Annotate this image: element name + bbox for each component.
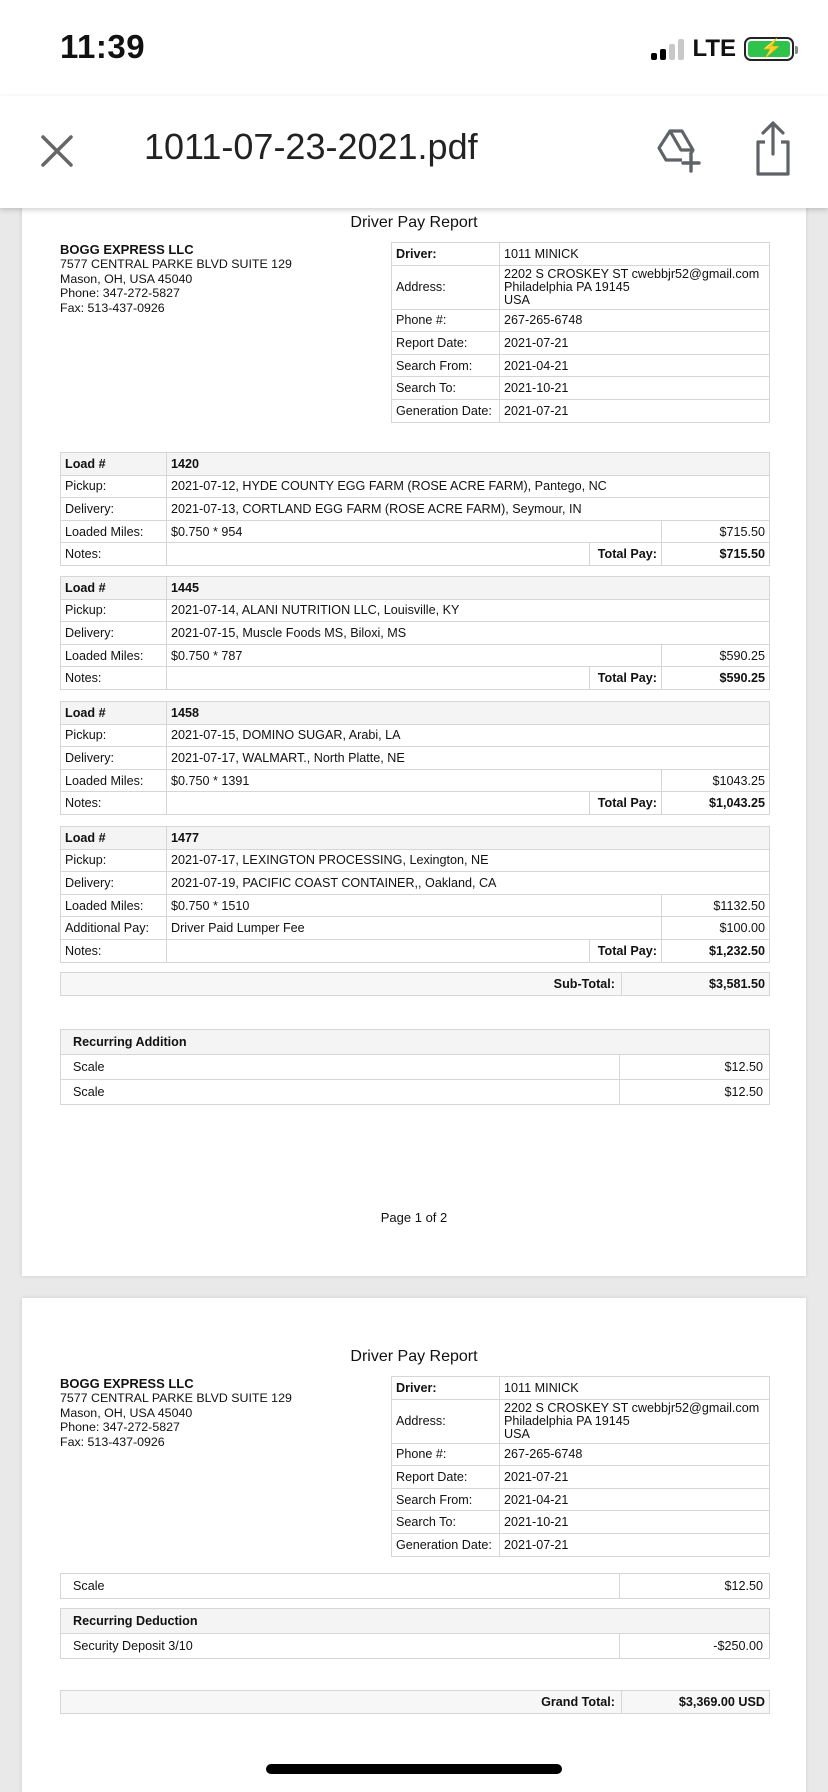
additional-pay-label: Additional Pay:	[61, 917, 167, 940]
company-phone: Phone: 347-272-5827	[60, 1420, 180, 1435]
pickup-value: 2021-07-14, ALANI NUTRITION LLC, Louisville, KY	[167, 599, 770, 622]
pickup-value: 2021-07-17, LEXINGTON PROCESSING, Lexington, NE	[167, 849, 770, 872]
search-from: 2021-04-21	[500, 354, 770, 377]
total-pay-value: $715.50	[662, 543, 770, 566]
company-city: Mason, OH, USA 45040	[60, 1405, 193, 1420]
recurring-addition-amount: $12.50	[620, 1055, 770, 1080]
driver-address: 2202 S CROSKEY ST cwebbjr52@gmail.com Philadelphia PA 19145 USA	[500, 1399, 770, 1443]
recurring-addition-title: Recurring Addition	[61, 1030, 770, 1055]
page-number: Page 1 of 2	[380, 1210, 448, 1225]
loaded-miles-label: Loaded Miles:	[61, 520, 167, 543]
company-street: 7577 CENTRAL PARKE BLVD SUITE 129	[60, 1391, 292, 1406]
recurring-deduction-table	[60, 1608, 770, 1659]
pdf-page-1	[22, 200, 806, 1276]
driver-info-table	[391, 1376, 770, 1557]
recurring-addition-amount: $12.50	[620, 1574, 770, 1599]
delivery-label: Delivery:	[61, 622, 167, 645]
search-from-label: Search From:	[392, 1488, 500, 1511]
load-number: 1445	[167, 577, 770, 600]
search-to-label: Search To:	[392, 377, 500, 400]
driver-info-table	[391, 242, 770, 423]
pickup-label: Pickup:	[61, 849, 167, 872]
home-indicator[interactable]	[266, 1764, 562, 1774]
loaded-miles-value: $0.750 * 787	[167, 644, 662, 667]
pickup-label: Pickup:	[61, 599, 167, 622]
recurring-addition-continued-table	[60, 1573, 770, 1599]
share-button[interactable]	[748, 118, 798, 178]
pickup-label: Pickup:	[61, 724, 167, 747]
load-table	[60, 701, 770, 815]
notes-value	[167, 543, 590, 566]
delivery-label: Delivery:	[61, 747, 167, 770]
pickup-label: Pickup:	[61, 475, 167, 498]
search-from-label: Search From:	[392, 354, 500, 377]
load-table	[60, 452, 770, 566]
status-bar	[0, 0, 828, 96]
loaded-miles-amount: $590.25	[662, 644, 770, 667]
loaded-miles-amount: $715.50	[662, 520, 770, 543]
notes-label: Notes:	[61, 792, 167, 815]
report-title: Driver Pay Report	[350, 1348, 478, 1365]
company-name: BOGG EXPRESS LLC	[60, 242, 194, 257]
notes-label: Notes:	[61, 939, 167, 962]
cellular-signal-icon	[651, 38, 684, 60]
notes-value	[167, 667, 590, 690]
pdf-viewer-toolbar	[0, 96, 828, 208]
notes-label: Notes:	[61, 543, 167, 566]
total-pay-label: Total Pay:	[590, 667, 662, 690]
total-pay-value: $1,232.50	[662, 939, 770, 962]
status-time: 11:39	[60, 28, 146, 65]
grand-total-label: Grand Total:	[61, 1691, 622, 1714]
close-icon	[36, 130, 78, 172]
network-type: LTE	[692, 35, 736, 62]
close-button[interactable]	[36, 130, 78, 172]
search-to-label: Search To:	[392, 1511, 500, 1534]
document-title: 1011-07-23-2021.pdf	[144, 126, 478, 167]
recurring-addition-item: Scale	[61, 1080, 620, 1105]
delivery-value: 2021-07-17, WALMART., North Platte, NE	[167, 747, 770, 770]
notes-value	[167, 939, 590, 962]
driver-name: 1011 MINICK	[500, 1377, 770, 1400]
load-number: 1420	[167, 453, 770, 476]
company-phone: Phone: 347-272-5827	[60, 286, 180, 301]
delivery-label: Delivery:	[61, 498, 167, 521]
total-pay-value: $590.25	[662, 667, 770, 690]
report-date-label: Report Date:	[392, 332, 500, 355]
recurring-deduction-amount: -$250.00	[620, 1634, 770, 1659]
total-pay-label: Total Pay:	[590, 543, 662, 566]
generation-date-label: Generation Date:	[392, 399, 500, 422]
search-to: 2021-10-21	[500, 1511, 770, 1534]
driver-label: Driver:	[392, 243, 500, 266]
load-number: 1477	[167, 827, 770, 850]
add-to-drive-button[interactable]	[652, 124, 702, 174]
load-number-label: Load #	[61, 577, 167, 600]
report-title: Driver Pay Report	[350, 214, 478, 231]
generation-date-label: Generation Date:	[392, 1533, 500, 1556]
recurring-deduction-title: Recurring Deduction	[61, 1609, 770, 1634]
total-pay-value: $1,043.25	[662, 792, 770, 815]
generation-date: 2021-07-21	[500, 399, 770, 422]
loaded-miles-label: Loaded Miles:	[61, 769, 167, 792]
search-from: 2021-04-21	[500, 1488, 770, 1511]
grand-total-value: $3,369.00 USD	[622, 1691, 770, 1714]
recurring-addition-item: Scale	[61, 1055, 620, 1080]
load-table	[60, 826, 770, 963]
driver-address: 2202 S CROSKEY ST cwebbjr52@gmail.com Philadelphia PA 19145 USA	[500, 265, 770, 309]
address-label: Address:	[392, 265, 500, 309]
company-fax: Fax: 513-437-0926	[60, 300, 165, 315]
loaded-miles-value: $0.750 * 1510	[167, 894, 662, 917]
recurring-deduction-item: Security Deposit 3/10	[61, 1634, 620, 1659]
loaded-miles-amount: $1043.25	[662, 769, 770, 792]
load-table	[60, 576, 770, 690]
additional-pay-amount: $100.00	[662, 917, 770, 940]
loaded-miles-label: Loaded Miles:	[61, 894, 167, 917]
company-fax: Fax: 513-437-0926	[60, 1434, 165, 1449]
driver-phone: 267-265-6748	[500, 309, 770, 332]
subtotal-label: Sub-Total:	[61, 973, 622, 996]
driver-name: 1011 MINICK	[500, 243, 770, 266]
company-street: 7577 CENTRAL PARKE BLVD SUITE 129	[60, 257, 292, 272]
loaded-miles-value: $0.750 * 954	[167, 520, 662, 543]
search-to: 2021-10-21	[500, 377, 770, 400]
battery-charging-icon: ⚡	[744, 37, 794, 61]
load-number-label: Load #	[61, 702, 167, 725]
driver-phone: 267-265-6748	[500, 1443, 770, 1466]
loaded-miles-label: Loaded Miles:	[61, 644, 167, 667]
grand-total-table	[60, 1690, 770, 1714]
company-info	[60, 243, 292, 315]
subtotal-value: $3,581.50	[622, 973, 770, 996]
load-number-label: Load #	[61, 453, 167, 476]
pickup-value: 2021-07-15, DOMINO SUGAR, Arabi, LA	[167, 724, 770, 747]
recurring-addition-item: Scale	[61, 1574, 620, 1599]
company-name: BOGG EXPRESS LLC	[60, 1376, 194, 1391]
load-number: 1458	[167, 702, 770, 725]
add-to-drive-icon	[652, 124, 702, 174]
delivery-value: 2021-07-19, PACIFIC COAST CONTAINER,, Oakland, CA	[167, 872, 770, 895]
driver-label: Driver:	[392, 1377, 500, 1400]
additional-pay-value: Driver Paid Lumper Fee	[167, 917, 662, 940]
subtotal-table	[60, 972, 770, 996]
report-date: 2021-07-21	[500, 332, 770, 355]
company-city: Mason, OH, USA 45040	[60, 271, 193, 286]
company-info	[60, 1377, 292, 1449]
recurring-addition-table	[60, 1029, 770, 1105]
total-pay-label: Total Pay:	[590, 939, 662, 962]
status-icons	[651, 36, 794, 62]
loaded-miles-amount: $1132.50	[662, 894, 770, 917]
delivery-value: 2021-07-13, CORTLAND EGG FARM (ROSE ACRE FARM), Seymour, IN	[167, 498, 770, 521]
address-label: Address:	[392, 1399, 500, 1443]
pickup-value: 2021-07-12, HYDE COUNTY EGG FARM (ROSE ACRE FARM), Pantego, NC	[167, 475, 770, 498]
notes-value	[167, 792, 590, 815]
phone-label: Phone #:	[392, 309, 500, 332]
pdf-page-2	[22, 1298, 806, 1792]
delivery-label: Delivery:	[61, 872, 167, 895]
delivery-value: 2021-07-15, Muscle Foods MS, Biloxi, MS	[167, 622, 770, 645]
recurring-addition-amount: $12.50	[620, 1080, 770, 1105]
report-date-label: Report Date:	[392, 1466, 500, 1489]
share-icon	[748, 118, 798, 178]
total-pay-label: Total Pay:	[590, 792, 662, 815]
load-number-label: Load #	[61, 827, 167, 850]
notes-label: Notes:	[61, 667, 167, 690]
phone-label: Phone #:	[392, 1443, 500, 1466]
loaded-miles-value: $0.750 * 1391	[167, 769, 662, 792]
generation-date: 2021-07-21	[500, 1533, 770, 1556]
report-date: 2021-07-21	[500, 1466, 770, 1489]
